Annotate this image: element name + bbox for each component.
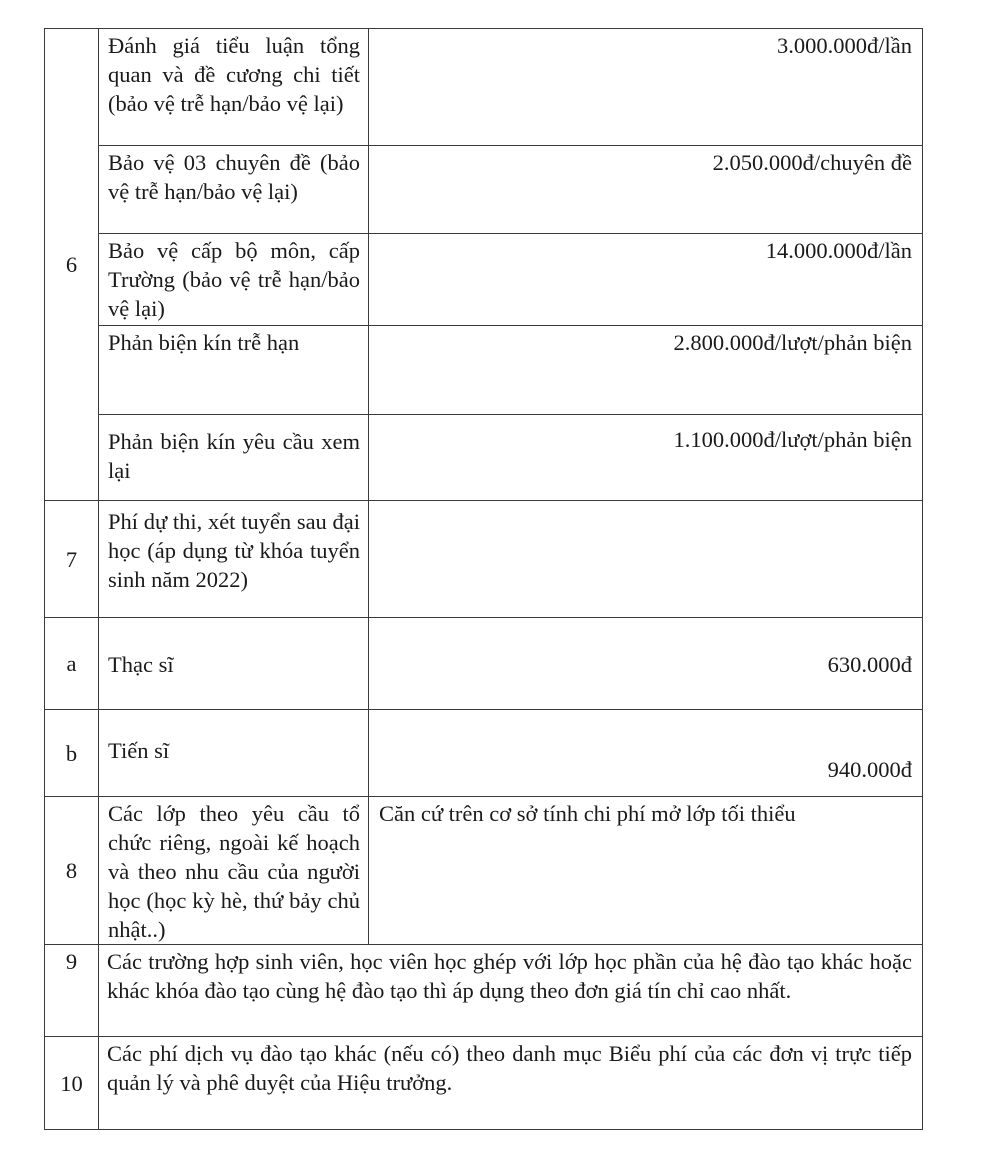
table-row (45, 797, 923, 945)
table-row (45, 415, 923, 501)
row-description: Thạc sĩ (99, 618, 369, 710)
row-description: Phản biện kín trễ hạn (99, 326, 369, 415)
row-text: Các phí dịch vụ đào tạo khác (nếu có) theo danh mục Biểu phí của các đơn vị trực tiếp quản lý và phê duyệt của Hiệu trưởng. (99, 1037, 923, 1130)
row-description: Phí dự thi, xét tuyển sau đại học (áp dụng từ khóa tuyển sinh năm 2022) (99, 501, 369, 618)
table-row (45, 501, 923, 618)
row-amount (369, 501, 923, 618)
row-number: 7 (45, 501, 99, 618)
row-amount: 1.100.000đ/lượt/phản biện (369, 415, 923, 501)
row-number: 8 (45, 797, 99, 945)
row-description: Phản biện kín yêu cầu xem lại (99, 415, 369, 501)
row-amount: Căn cứ trên cơ sở tính chi phí mở lớp tối thiểu (369, 797, 923, 945)
row-amount: 14.000.000đ/lần (369, 234, 923, 326)
row-number: 6 (45, 29, 99, 501)
row-description: Đánh giá tiểu luận tổng quan và đề cương chi tiết (bảo vệ trễ hạn/bảo vệ lại) (99, 29, 369, 146)
row-number: 9 (45, 945, 99, 1037)
fee-schedule-table (44, 28, 923, 1130)
row-number: b (45, 710, 99, 797)
row-number: 10 (45, 1037, 99, 1130)
row-description: Các lớp theo yêu cầu tổ chức riêng, ngoài kế hoạch và theo nhu cầu của người học (học kỳ hè, thứ bảy chủ nhật..) (99, 797, 369, 945)
row-description: Tiến sĩ (99, 710, 369, 797)
row-amount: 2.800.000đ/lượt/phản biện (369, 326, 923, 415)
table-row (45, 710, 923, 797)
table-row (45, 29, 923, 146)
table-row (45, 326, 923, 415)
row-text: Các trường hợp sinh viên, học viên học ghép với lớp học phần của hệ đào tạo khác hoặc khác khóa đào tạo cùng hệ đào tạo thì áp dụng theo đơn giá tín chỉ cao nhất. (99, 945, 923, 1037)
row-description: Bảo vệ 03 chuyên đề (bảo vệ trễ hạn/bảo vệ lại) (99, 146, 369, 234)
table-row (45, 618, 923, 710)
row-description: Bảo vệ cấp bộ môn, cấp Trường (bảo vệ trễ hạn/bảo vệ lại) (99, 234, 369, 326)
row-number: a (45, 618, 99, 710)
table-row (45, 234, 923, 326)
row-amount: 940.000đ (369, 710, 923, 797)
row-amount: 630.000đ (369, 618, 923, 710)
table-row (45, 945, 923, 1037)
table-row (45, 146, 923, 234)
row-amount: 3.000.000đ/lần (369, 29, 923, 146)
table-row (45, 1037, 923, 1130)
row-amount: 2.050.000đ/chuyên đề (369, 146, 923, 234)
